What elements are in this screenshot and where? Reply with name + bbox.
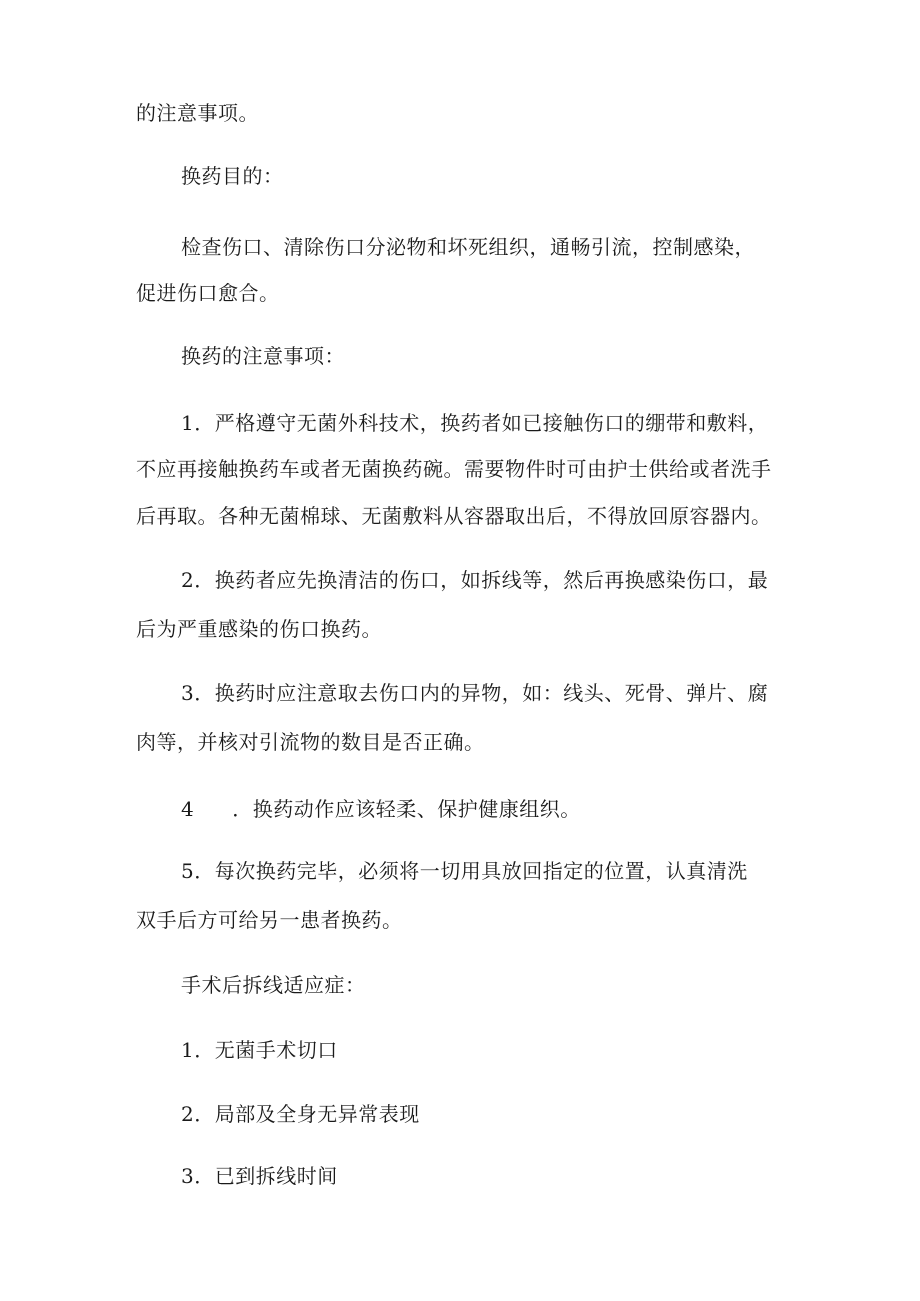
purpose-line-1: 检查伤口、清除伤口分泌物和坏死组织，通畅引流，控制感染， [181,235,755,259]
note-3-line-1: 3．换药时应注意取去伤口内的异物，如：线头、死骨、弹片、腐 [181,681,769,705]
suture-item-3: 3．已到拆线时间 [181,1164,338,1188]
note-4-number: 4 [181,797,195,821]
notes-heading: 换药的注意事项： [181,344,345,368]
note-2-line-2: 后为严重感染的伤口换药。 [136,617,382,641]
suture-item-1: 1．无菌手术切口 [181,1038,338,1062]
suture-item-2: 2．局部及全身无异常表现 [181,1102,420,1126]
note-4-line [181,796,581,822]
note-1-line-1: 1．严格遵守无菌外科技术，换药者如已接触伤口的绷带和敷料， [181,411,769,435]
purpose-line-2: 促进伤口愈合。 [136,281,280,305]
note-1-line-2: 不应再接触换药车或者无菌换药碗。需要物件时可由护士供给或者洗手 [136,457,772,481]
note-1-line-3: 后再取。各种无菌棉球、无菌敷料从容器取出后，不得放回原容器内。 [136,504,772,528]
note-3-line-2: 肉等，并核对引流物的数目是否正确。 [136,730,485,754]
purpose-heading: 换药目的： [181,164,284,188]
note-4-text: ．换药动作应该轻柔、保护健康组织。 [232,797,581,821]
suture-heading: 手术后拆线适应症： [181,973,366,997]
note-5-line-2: 双手后方可给另一患者换药。 [136,908,403,932]
note-5-line-1: 5．每次换药完毕，必须将一切用具放回指定的位置，认真清洗 [181,859,748,883]
note-2-line-1: 2．换药者应先换清洁的伤口，如拆线等，然后再换感染伤口，最 [181,568,769,592]
intro-tail-text: 的注意事项。 [136,101,259,125]
